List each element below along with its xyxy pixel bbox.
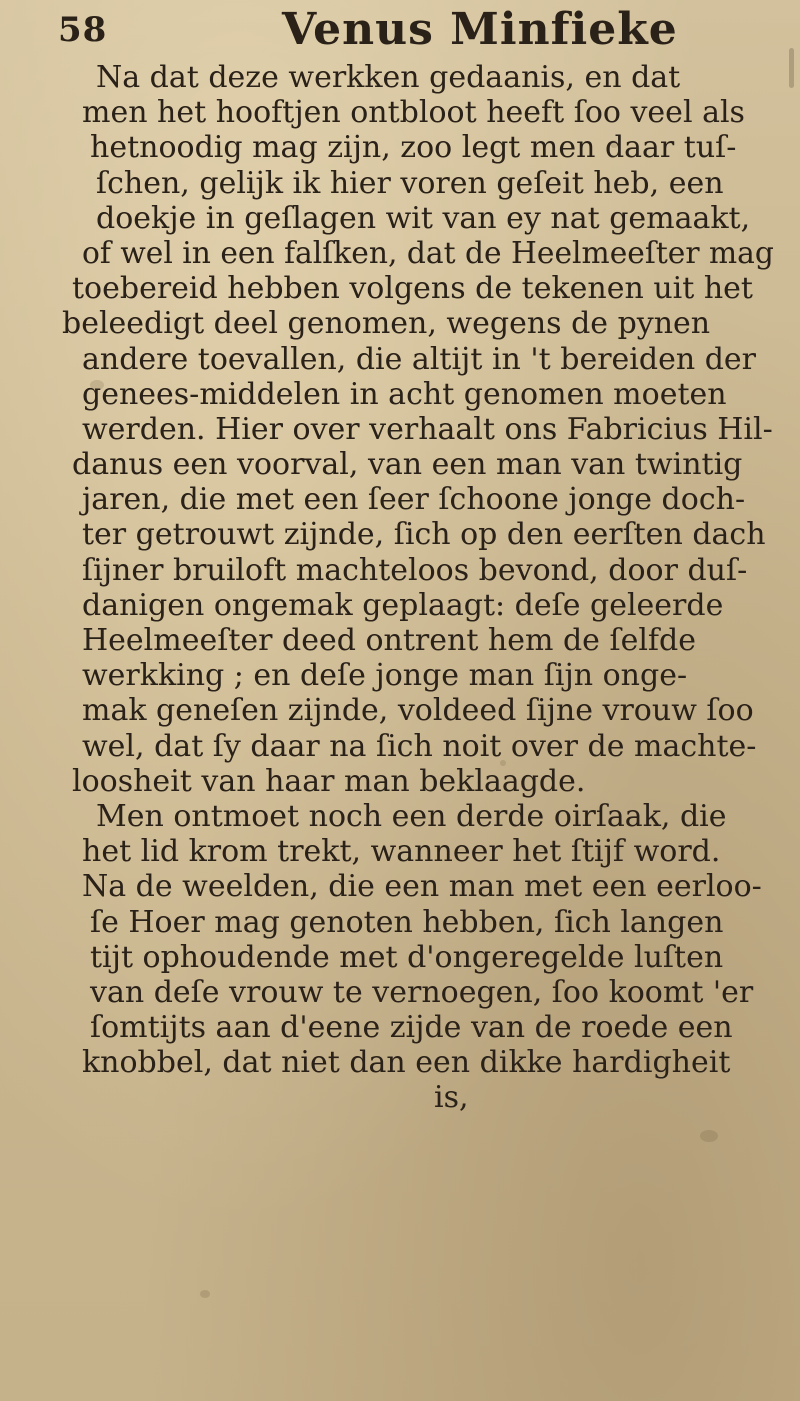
text-line: Na dat deze werkken gedaanis, en dat xyxy=(96,60,681,95)
page-edge-mark xyxy=(789,48,794,88)
text-line: andere toevallen, die altijt in 't bereiden der xyxy=(82,341,757,377)
text-line: ter getrouwt zijnde, ſich op den eerſten dach xyxy=(82,517,766,553)
text-line: het lid krom trekt, wanneer het ſtijf word. xyxy=(82,834,721,870)
page-header xyxy=(58,4,758,55)
text-line: Na de weelden, die een man met een eerloo- xyxy=(82,869,762,905)
text-line: tijt ophoudende met d'ongeregelde luſten xyxy=(90,939,724,975)
text-line: hetnoodig mag zijn, zoo legt men daar tuſ- xyxy=(90,130,737,166)
text-line: danus een voorval, van een man van twintig xyxy=(72,447,743,483)
text-body xyxy=(34,60,774,1116)
text-line: van deſe vrouw te vernoegen, ſoo koomt 'er xyxy=(90,974,754,1010)
text-line: Men ontmoet noch een derde oirſaak, die xyxy=(96,798,727,834)
text-line: danigen ongemak geplaagt: deſe geleerde xyxy=(82,587,724,623)
text-line: jaren, die met een ſeer ſchoone jonge doch- xyxy=(82,482,746,518)
text-line: mak geneſen zijnde, voldeed ſijne vrouw ſoo xyxy=(82,693,754,729)
text-line: genees-middelen in acht genomen moeten xyxy=(82,376,727,412)
text-line: knobbel, dat niet dan een dikke hardigheit xyxy=(82,1045,731,1081)
text-line: toebereid hebben volgens de tekenen uit het xyxy=(72,271,753,307)
text-line: doekje in geſlagen wit van ey nat gemaakt, xyxy=(96,200,751,236)
text-line: wel, dat ſy daar na ſich noit over de machte- xyxy=(82,728,757,764)
page-number: 58 xyxy=(58,10,108,50)
text-line: of wel in een falſken, dat de Heelmeeſter mag xyxy=(82,235,774,271)
text-line: men het hooftjen ontbloot heeft ſoo veel als xyxy=(82,95,745,131)
text-line: werkking ; en deſe jonge man ſijn onge- xyxy=(82,658,688,694)
text-line: werden. Hier over verhaalt ons Fabricius Hil- xyxy=(82,411,773,447)
text-line: loosheit van haar man beklaagde. xyxy=(72,763,586,799)
text-line: beleedigt deel genomen, wegens de pynen xyxy=(62,306,711,342)
catchword: is, xyxy=(434,1080,469,1116)
text-line: ſe Hoer mag genoten hebben, ſich langen xyxy=(90,904,724,940)
running-title: Venus Minfieke xyxy=(282,4,678,55)
text-line: ſomtijts aan d'eene zijde van de roede een xyxy=(90,1010,733,1046)
text-line: ſchen, gelijk ik hier voren geſeit heb, een xyxy=(96,165,724,201)
text-line: Heelmeeſter deed ontrent hem de ſelfde xyxy=(82,623,696,658)
text-line: ſijner bruiloft machteloos bevond, door duſ- xyxy=(82,552,748,588)
